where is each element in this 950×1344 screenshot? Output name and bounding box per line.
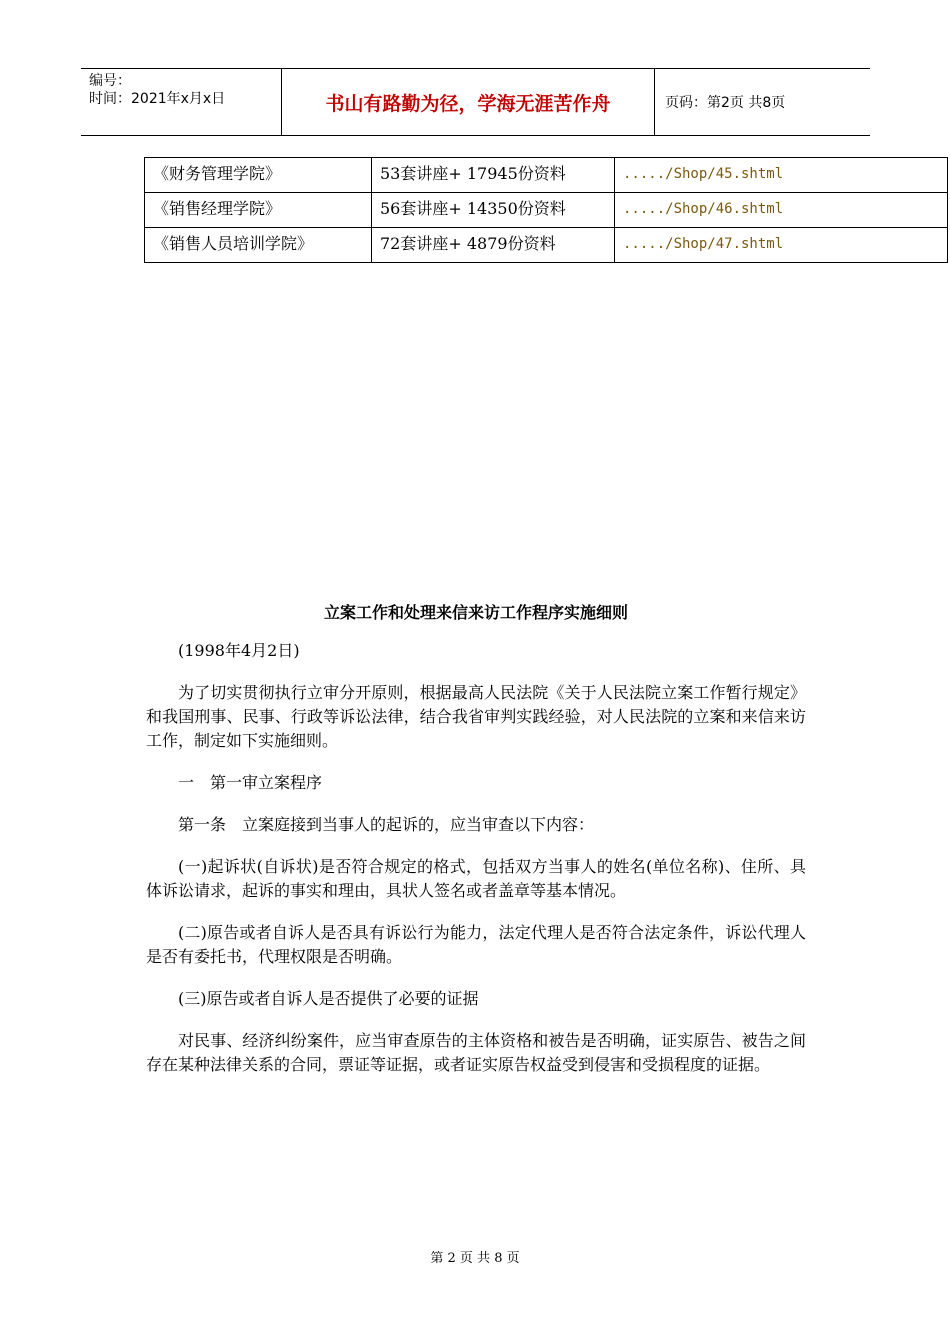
header-motto: 书山有路勤为径，学海无涯苦作舟 [282, 69, 655, 135]
table-row [145, 228, 948, 263]
page-footer: 第 2 页 共 8 页 [430, 1251, 520, 1266]
paragraph-civil-cases: 对民事、经济纠纷案件，应当审查原告的主体资格和被告是否明确，证实原告、被告之间存在某种法律关系的合同，票证等证据，或者证实原告权益受到侵害和受损程度的证据。 [146, 1031, 806, 1074]
resource-table [144, 157, 948, 263]
header-page-info: 页码：第2页 共8页 [665, 95, 786, 111]
section-heading: 一 第一审立案程序 [178, 773, 323, 792]
header-id-label: 编号： [89, 73, 131, 89]
resource-link[interactable]: ...../Shop/46.shtml [615, 193, 948, 228]
table-row [145, 193, 948, 228]
paragraph-item-2: (二)原告或者自诉人是否具有诉讼行为能力，法定代理人是否符合法定条件，诉讼代理人是否有委托书，代理权限是否明确。 [146, 923, 806, 966]
paragraph-item-1: (一)起诉状(自诉状)是否符合规定的格式，包括双方当事人的姓名(单位名称)、住所、具体诉讼请求，起诉的事实和理由，具状人签名或者盖章等基本情况。 [146, 857, 806, 900]
resource-name: 《销售经理学院》 [145, 193, 372, 228]
header-time-label: 时间：2021年x月x日 [89, 91, 226, 107]
header-meta [81, 69, 282, 135]
paragraph-item-3: (三)原告或者自诉人是否提供了必要的证据 [178, 989, 479, 1008]
paragraph-date: (1998年4月2日) [178, 641, 300, 660]
resource-count: 72套讲座+ 4879份资料 [372, 228, 615, 263]
article-heading: 第一条 立案庭接到当事人的起诉的，应当审查以下内容： [178, 815, 595, 834]
paragraph-preamble: 为了切实贯彻执行立审分开原则，根据最高人民法院《关于人民法院立案工作暂行规定》和我国刑事、民事、行政等诉讼法律，结合我省审判实践经验，对人民法院的立案和来信来访工作，制定如下实施细则。 [146, 683, 806, 750]
document-title: 立案工作和处理来信来访工作程序实施细则 [323, 603, 628, 622]
resource-count: 56套讲座+ 14350份资料 [372, 193, 615, 228]
resource-count: 53套讲座+ 17945份资料 [372, 158, 615, 193]
page-header [81, 68, 870, 136]
resource-link[interactable]: ...../Shop/47.shtml [615, 228, 948, 263]
resource-name: 《财务管理学院》 [145, 158, 372, 193]
table-row [145, 158, 948, 193]
resource-link[interactable]: ...../Shop/45.shtml [615, 158, 948, 193]
document-body [146, 600, 806, 1095]
resource-name: 《销售人员培训学院》 [145, 228, 372, 263]
